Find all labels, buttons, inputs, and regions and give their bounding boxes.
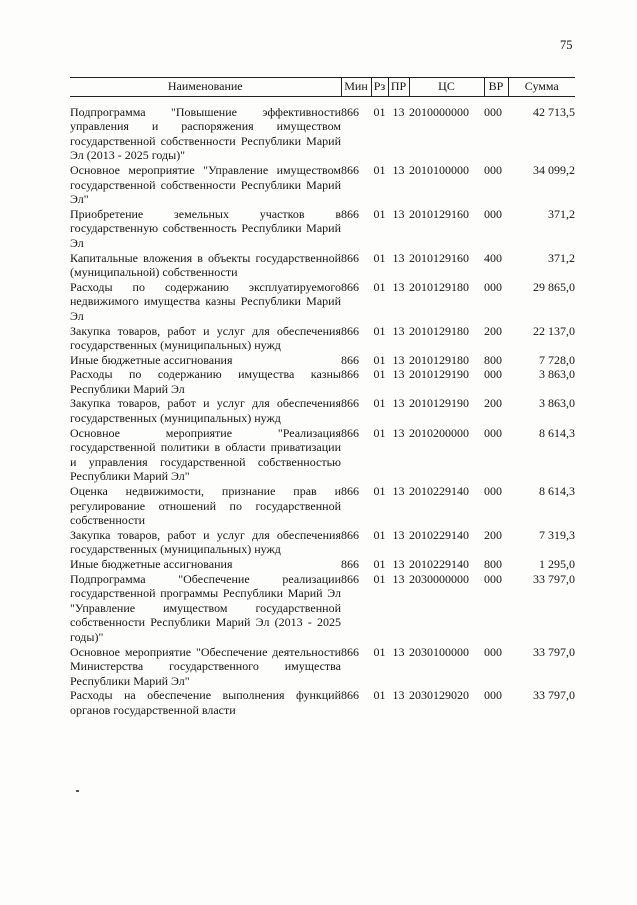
row-rz-cell: 01 bbox=[373, 396, 386, 411]
row-name-cell: Закупка товаров, работ и услуг для обеспечения государственных (муниципальных) нужд bbox=[70, 527, 341, 557]
row-vr-cell: 800 bbox=[484, 352, 502, 367]
header-pr: ПР bbox=[388, 78, 409, 97]
row-sum-cell: 7 319,3 bbox=[539, 527, 575, 542]
row-vr-cell: 000 bbox=[484, 206, 502, 221]
header-vr: ВР bbox=[484, 78, 508, 97]
row-sum-cell: 8 614,3 bbox=[539, 484, 575, 499]
table-row bbox=[70, 353, 575, 368]
row-vr-cell: 400 bbox=[484, 250, 502, 265]
row-cs-cell: 2010200000 bbox=[409, 425, 469, 440]
row-rz-cell: 01 bbox=[373, 250, 386, 265]
row-sum-cell: 371,2 bbox=[548, 250, 575, 265]
row-cs-cell: 2010000000 bbox=[409, 104, 469, 119]
row-pr-cell: 13 bbox=[392, 527, 405, 542]
table-row bbox=[70, 528, 575, 557]
row-cs-cell: 2010100000 bbox=[409, 162, 469, 177]
row-name-cell: Иные бюджетные ассигнования bbox=[70, 352, 233, 367]
header-min: Мин bbox=[341, 78, 371, 97]
row-vr-cell: 000 bbox=[484, 644, 502, 659]
table-row bbox=[70, 163, 575, 207]
row-rz-cell: 01 bbox=[373, 279, 386, 294]
row-vr-cell: 200 bbox=[484, 396, 502, 411]
row-vr-cell: 200 bbox=[484, 323, 502, 338]
table-row bbox=[70, 426, 575, 484]
row-rz-cell: 01 bbox=[373, 352, 386, 367]
page-number: 75 bbox=[560, 38, 573, 52]
row-pr-cell: 13 bbox=[392, 557, 405, 571]
row-sum-cell: 3 863,0 bbox=[539, 396, 575, 411]
row-name-cell: Приобретение земельных участков в государственную собственность Республики Марий Эл bbox=[70, 206, 341, 250]
row-sum-cell: 371,2 bbox=[548, 206, 575, 221]
row-pr-cell: 13 bbox=[392, 396, 405, 411]
row-rz-cell: 01 bbox=[373, 527, 386, 542]
row-vr-cell: 000 bbox=[484, 484, 502, 499]
row-sum-cell: 1 295,0 bbox=[539, 557, 575, 571]
row-pr-cell: 13 bbox=[392, 425, 405, 440]
row-min-cell: 866 bbox=[341, 250, 359, 265]
row-min-cell: 866 bbox=[341, 104, 359, 119]
table-row bbox=[70, 280, 575, 324]
table-row bbox=[70, 688, 575, 717]
row-pr-cell: 13 bbox=[392, 484, 405, 499]
row-vr-cell: 000 bbox=[484, 425, 502, 440]
row-min-cell: 866 bbox=[341, 557, 359, 571]
row-cs-cell: 2010129190 bbox=[409, 367, 469, 382]
row-cs-cell: 2010229140 bbox=[409, 557, 469, 571]
table-row bbox=[70, 96, 575, 163]
row-rz-cell: 01 bbox=[373, 688, 386, 703]
row-min-cell: 866 bbox=[341, 571, 359, 586]
row-cs-cell: 2010229140 bbox=[409, 527, 469, 542]
row-pr-cell: 13 bbox=[392, 104, 405, 119]
row-sum-cell: 33 797,0 bbox=[533, 644, 575, 659]
row-sum-cell: 33 797,0 bbox=[533, 688, 575, 703]
row-cs-cell: 2010129160 bbox=[409, 206, 469, 221]
row-pr-cell: 13 bbox=[392, 644, 405, 659]
row-cs-cell: 2010129180 bbox=[409, 279, 469, 294]
header-sum: Сумма bbox=[508, 78, 575, 97]
row-rz-cell: 01 bbox=[373, 484, 386, 499]
row-name-cell: Расходы по содержанию эксплуатируемого недвижимого имущества казны Республики Марий Эл bbox=[70, 279, 341, 323]
row-cs-cell: 2030100000 bbox=[409, 644, 469, 659]
table-row bbox=[70, 324, 575, 353]
row-sum-cell: 8 614,3 bbox=[539, 425, 575, 440]
row-sum-cell: 42 713,5 bbox=[533, 104, 575, 119]
row-pr-cell: 13 bbox=[392, 162, 405, 177]
row-min-cell: 866 bbox=[341, 644, 359, 659]
row-cs-cell: 2030129020 bbox=[409, 688, 469, 703]
scan-mark bbox=[76, 790, 79, 792]
row-vr-cell: 000 bbox=[484, 571, 502, 586]
row-min-cell: 866 bbox=[341, 688, 359, 703]
row-min-cell: 866 bbox=[341, 279, 359, 294]
row-vr-cell: 000 bbox=[484, 367, 502, 382]
row-cs-cell: 2010229140 bbox=[409, 484, 469, 499]
row-rz-cell: 01 bbox=[373, 206, 386, 221]
row-name-cell: Основное мероприятие "Реализация государственной политики в области приватизации и управления государственной собственностью Республики Марий Эл" bbox=[70, 425, 341, 484]
row-cs-cell: 2030000000 bbox=[409, 571, 469, 586]
row-name-cell: Оценка недвижимости, признание прав и регулирование отношений по государственной собственности bbox=[70, 484, 341, 528]
row-pr-cell: 13 bbox=[392, 206, 405, 221]
row-vr-cell: 000 bbox=[484, 104, 502, 119]
row-pr-cell: 13 bbox=[392, 250, 405, 265]
table-row bbox=[70, 557, 575, 572]
row-name-cell: Иные бюджетные ассигнования bbox=[70, 557, 233, 571]
row-rz-cell: 01 bbox=[373, 162, 386, 177]
row-vr-cell: 200 bbox=[484, 527, 502, 542]
row-min-cell: 866 bbox=[341, 527, 359, 542]
header-rz: Рз bbox=[371, 78, 388, 97]
row-vr-cell: 000 bbox=[484, 279, 502, 294]
row-rz-cell: 01 bbox=[373, 571, 386, 586]
row-name-cell: Закупка товаров, работ и услуг для обеспечения государственных (муниципальных) нужд bbox=[70, 396, 341, 426]
row-cs-cell: 2010129180 bbox=[409, 323, 469, 338]
row-cs-cell: 2010129180 bbox=[409, 352, 469, 367]
budget-table bbox=[70, 77, 575, 718]
table-row bbox=[70, 367, 575, 396]
row-pr-cell: 13 bbox=[392, 323, 405, 338]
table-row bbox=[70, 484, 575, 528]
table-body bbox=[70, 96, 575, 717]
header-cs: ЦС bbox=[409, 78, 484, 97]
row-name-cell: Расходы по содержанию имущества казны Республики Марий Эл bbox=[70, 367, 341, 396]
row-cs-cell: 2010129190 bbox=[409, 396, 469, 411]
row-pr-cell: 13 bbox=[392, 279, 405, 294]
row-rz-cell: 01 bbox=[373, 644, 386, 659]
row-name-cell: Подпрограмма "Повышение эффективности управления и распоряжения имуществом государственной собственности Республики Марий Эл (2013 - 2025 годы)" bbox=[70, 104, 341, 163]
header-name: Наименование bbox=[70, 78, 341, 97]
row-min-cell: 866 bbox=[341, 206, 359, 221]
row-sum-cell: 7 728,0 bbox=[539, 352, 575, 367]
row-sum-cell: 33 797,0 bbox=[533, 571, 575, 586]
row-sum-cell: 22 137,0 bbox=[533, 323, 575, 338]
row-pr-cell: 13 bbox=[392, 367, 405, 382]
row-rz-cell: 01 bbox=[373, 104, 386, 119]
row-min-cell: 866 bbox=[341, 352, 359, 367]
table-header bbox=[70, 78, 575, 97]
row-min-cell: 866 bbox=[341, 484, 359, 499]
row-name-cell: Капитальные вложения в объекты государственной (муниципальной) собственности bbox=[70, 250, 341, 280]
row-vr-cell: 000 bbox=[484, 688, 502, 703]
row-name-cell: Расходы на обеспечение выполнения функций органов государственной власти bbox=[70, 688, 341, 717]
row-pr-cell: 13 bbox=[392, 352, 405, 367]
row-min-cell: 866 bbox=[341, 323, 359, 338]
row-cs-cell: 2010129160 bbox=[409, 250, 469, 265]
row-vr-cell: 800 bbox=[484, 557, 502, 571]
row-rz-cell: 01 bbox=[373, 367, 386, 382]
table-row bbox=[70, 396, 575, 425]
row-min-cell: 866 bbox=[341, 425, 359, 440]
row-min-cell: 866 bbox=[341, 162, 359, 177]
row-min-cell: 866 bbox=[341, 396, 359, 411]
table-row bbox=[70, 251, 575, 280]
row-min-cell: 866 bbox=[341, 367, 359, 382]
row-pr-cell: 13 bbox=[392, 688, 405, 703]
row-name-cell: Основное мероприятие "Управление имуществом государственной собственности Республики Марий Эл" bbox=[70, 162, 341, 207]
row-sum-cell: 3 863,0 bbox=[539, 367, 575, 382]
table-row bbox=[70, 207, 575, 251]
table-row bbox=[70, 572, 575, 645]
table-row bbox=[70, 645, 575, 689]
row-rz-cell: 01 bbox=[373, 323, 386, 338]
row-rz-cell: 01 bbox=[373, 557, 386, 571]
row-sum-cell: 29 865,0 bbox=[533, 279, 575, 294]
row-name-cell: Основное мероприятие "Обеспечение деятельности Министерства государственного имущества Республики Марий Эл" bbox=[70, 644, 341, 688]
row-sum-cell: 34 099,2 bbox=[533, 162, 575, 177]
row-name-cell: Подпрограмма "Обеспечение реализации государственной программы Республики Марий Эл "Управление имуществом государственной собственности Республики Марий Эл (2013 - 2025 годы)" bbox=[70, 571, 341, 644]
row-vr-cell: 000 bbox=[484, 162, 502, 177]
row-name-cell: Закупка товаров, работ и услуг для обеспечения государственных (муниципальных) нужд bbox=[70, 323, 341, 353]
row-rz-cell: 01 bbox=[373, 425, 386, 440]
row-pr-cell: 13 bbox=[392, 571, 405, 586]
